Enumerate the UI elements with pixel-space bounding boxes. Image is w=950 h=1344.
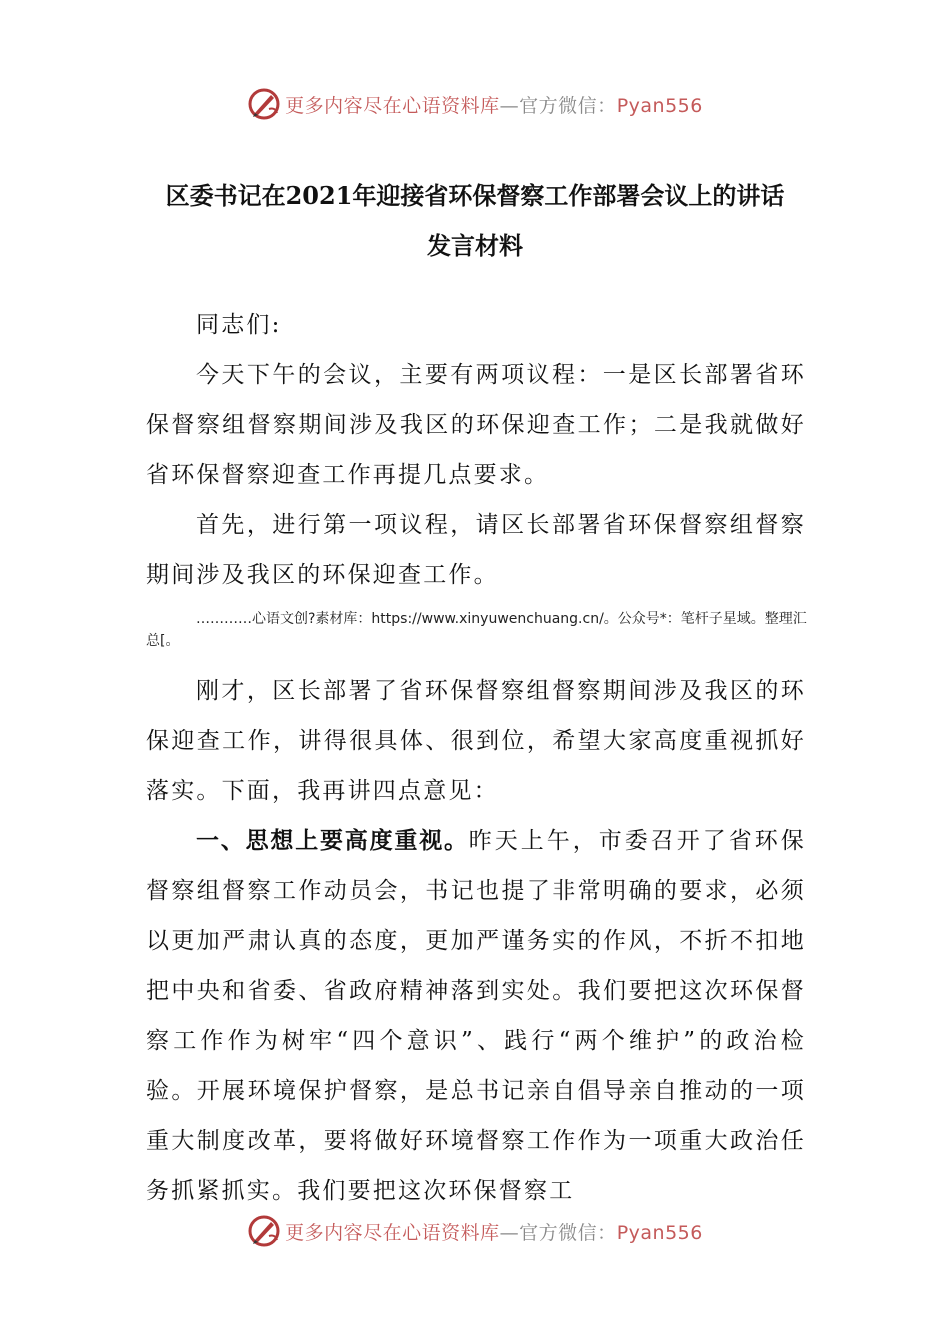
salutation: 同志们: — [196, 312, 282, 338]
pen-logo-icon — [247, 87, 281, 121]
banner-text — [285, 91, 703, 118]
paragraph-transition: 刚才，区长部署了省环保督察组督察期间涉及我区的环保迎查工作，讲得很具体、很到位，希望大家高度重视抓好落实。下面，我再讲四点意见： — [146, 678, 806, 804]
paragraph-agenda: 今天下午的会议，主要有两项议程：一是区长部署省环保督察组督察期间涉及我区的环保迎查工作；二是我就做好省环保督察迎查工作再提几点要求。 — [146, 362, 806, 488]
source-note: …………心语文创?素材库：https://www.xinyuwenchuang.cn/。公众号*：笔杆子星域。整理汇总[。 — [146, 611, 807, 649]
banner-dash-text: —官方微信： — [499, 1221, 617, 1244]
banner-handle-text: Pyan556 — [616, 1221, 703, 1244]
section-1-heading: 一、思想上要高度重视。 — [196, 828, 469, 854]
document-title-line2: 发言材料 — [427, 231, 523, 260]
banner-handle-text: Pyan556 — [616, 94, 703, 117]
section-1-body: 昨天上午，市委召开了省环保督察组督察工作动员会，书记也提了非常明确的要求，必须以更加严肃认真的态度，更加严谨务实的作风，不折不扣地把中央和省委、省政府精神落到实处。我们要把这次环保督察工作作为树牢“四个意识”、践行“两个维护”的政治检验。开展环境保护督察，是总书记亲自倡导亲自推动的一项重大制度改革，要将做好环境督察工作作为一项重大政治任务抓紧抓实。我们要把这次环保督察工 — [146, 828, 806, 1204]
pen-logo-icon — [247, 1214, 281, 1248]
banner-main-text: 更多内容尽在心语资料库 — [285, 94, 500, 117]
section-1 — [146, 816, 806, 1216]
banner-main-text: 更多内容尽在心语资料库 — [285, 1221, 500, 1244]
banner-dash-text: —官方微信： — [499, 94, 617, 117]
header-banner — [0, 84, 950, 124]
document-title-line1: 区委书记在2021年迎接省环保督察工作部署会议上的讲话 — [165, 181, 785, 210]
paragraph-first-item: 首先，进行第一项议程，请区长部署省环保督察组督察期间涉及我区的环保迎查工作。 — [146, 512, 806, 588]
banner-text — [285, 1218, 703, 1245]
footer-banner — [0, 1211, 950, 1251]
document-body — [146, 300, 806, 1216]
